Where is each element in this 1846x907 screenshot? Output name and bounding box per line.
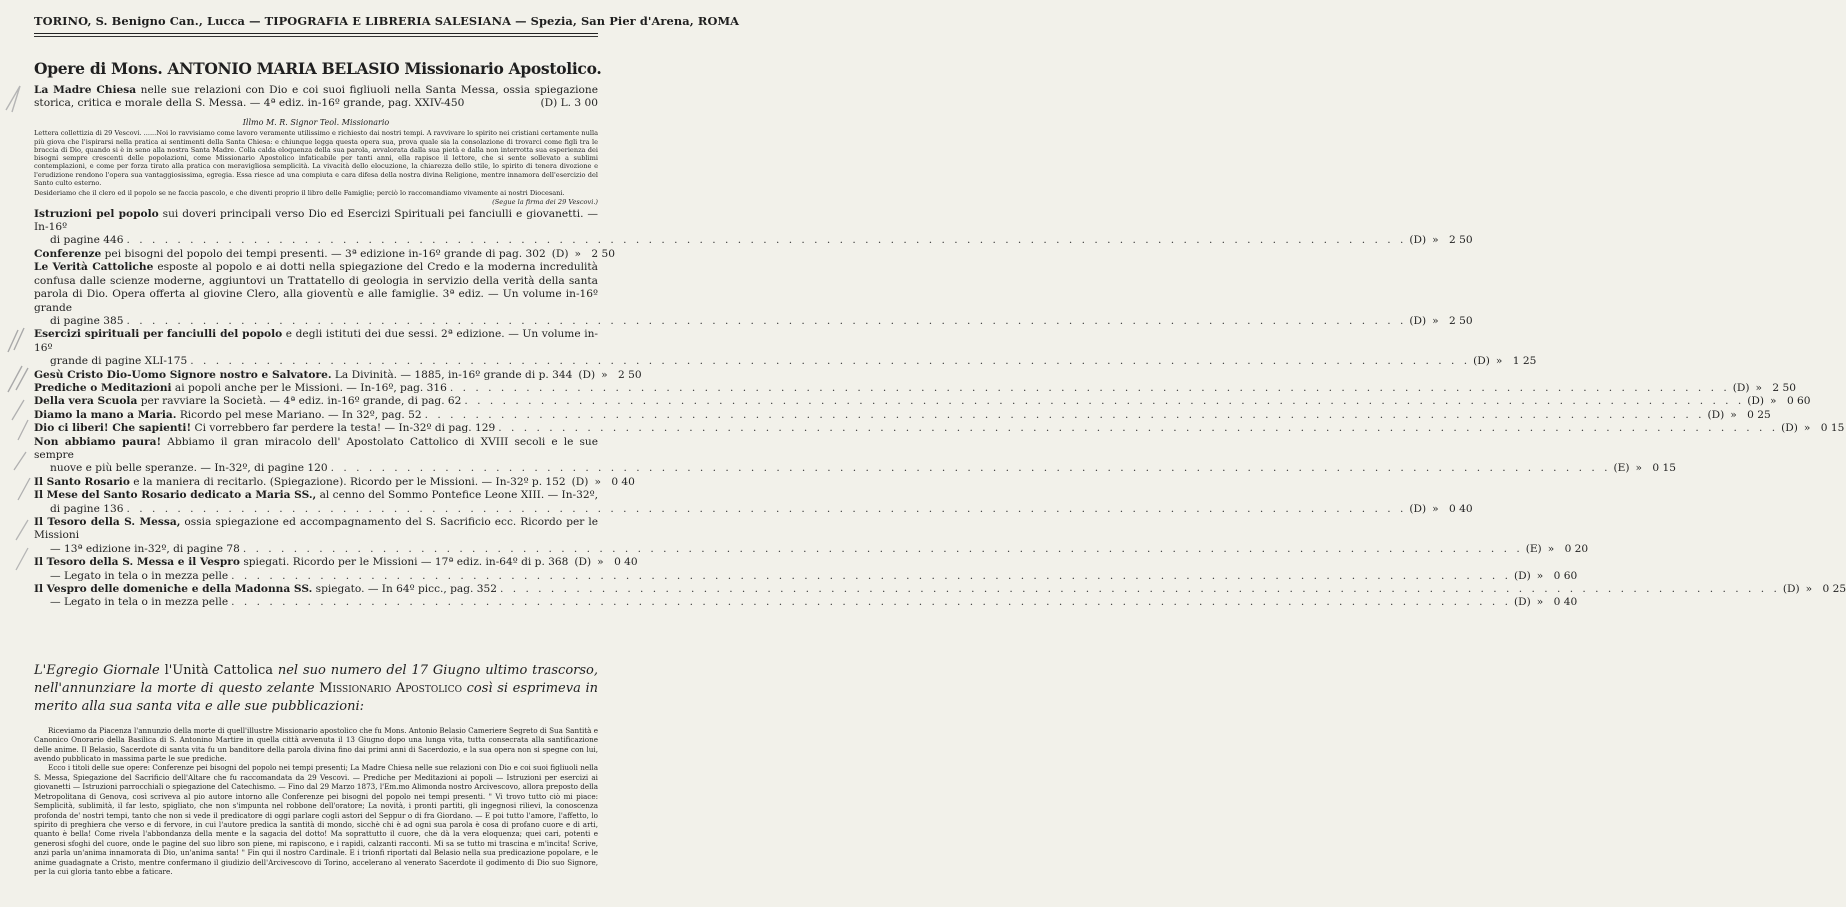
entry-price <box>1733 382 1796 395</box>
catalog-entry <box>34 556 638 569</box>
entry-amount: 2 50 <box>1449 314 1473 327</box>
obituary-paragraph: Riceviamo da Piacenza l'annunzio della morte di quell'illustre Missionario apostolico che fu Mons. Antonio Belasio Cameriere Segreto di Sua Santità e Canonico Onorario della Basilica di S. Antonino Martire in quella città avvenuta il 13 Giugno dopo una lunga vita, tutta consecrata alla santificazione delle anime. Il Belasio, Sacerdote di santa vita fu un banditore della parola divina fino dai primi anni di Sacerdozio, e la sua opera non si spegne con lui, avendo pubblicato in massima parte le sue prediche. <box>34 725 598 764</box>
entry-amount: 0 25 <box>1747 408 1771 421</box>
catalog-entry <box>34 596 1578 609</box>
obituary-paragraph: Ecco i titoli delle sue opere: Conferenze pei bisogni del popolo nei tempi presenti; La Madre Chiesa nelle sue relazioni con Dio e coi suoi figliuoli nella S. Messa, Spiegazione del Sacrificio dell'Altare che fu raccomandata da 29 Vescovi. — Prediche per Meditazioni ai popoli — Istruzioni per esercizi ai giovanetti — Istruzioni parrocchiali o spiegazione del Catechismo. — Fino dal 29 Marzo 1873, l'Em.mo Alimonda nostro Arcivescovo, allora preposto della Metropolitana di Genova, così scriveva al pio autore intorno alle Conferenze pei bisogni del popolo nei tempi presenti. " Vi trovo tutto ciò mi piace: Semplicità, sublimità, il far lesto, spigliato, che non s'impunta nel robbone dell'oratore; La novità, i pronti partiti, gli ingegnosi rilievi, la conoscenza profonda de' nostri tempi, tanto che non si vede il predicatore di oggi parlare cogli astori del Seppur o di fra Giordano. — E poi tutto l'amore, l'affetto, lo spirito di preghiera che verso e di fervore, in cui l'autore predica la santità di mondo, sicchè chi è ad ogni sua parola è cosa di profano cuore e di arti, quanto è bella! Come rivela l'abbondanza della mente e la sagacia del dotto! Ma soprattutto il cuore, che dà la vera eloquenza; quei cari, potenti e generosi sfoghi del cuore, onde le pagine del suo libro son piene, mi rapiscono, e i rapidi, calzanti racconti. Mi sa se tutto mi trascina e m'incita! Scrive, anzi parla un'anima innamorata di Dio, un'anima santa! " Fin qui il nostro Cardinale. E i trionfi riportati dal Belasio nella sua predicazione popolare, e le anime guadagnate a Cristo, mentre confermano il giudizio dell'Arcivescovo di Torino, accelerano al venerato Sacerdote il godimento di Dio suo Signore, per la cui gloria tanto ebbe a faticare. <box>34 763 598 876</box>
entry-price <box>1409 315 1472 328</box>
entry-description: spiegati. Ricordo per le Missioni — 17ª ediz. in-64º di p. 368 <box>239 556 569 569</box>
price-arrow: » <box>597 556 604 569</box>
intro-part: nel suo numero del 17 Giugno ultimo trascorso, nell'annunziare la morte di questo zelante <box>34 662 598 696</box>
entry-title: Dio ci liberi! Che sapienti! <box>34 422 192 435</box>
leader-dots <box>126 234 1406 247</box>
leader-dots <box>450 382 1730 395</box>
entry-last-line: grande di pagine XLI-175 <box>50 355 188 368</box>
catalog-entry <box>34 381 1796 395</box>
entry-price <box>1409 234 1472 247</box>
entry-price <box>1473 355 1536 368</box>
entry-amount: 1 25 <box>1512 355 1537 368</box>
entry-description: e la maniera di recitarlo. (Spiegazione). Ricordo per le Missioni. — In-32º p. 152 <box>129 475 566 488</box>
leader-dots <box>231 596 1511 609</box>
catalog-entry <box>34 408 1771 422</box>
page-title: Opere di Mons. ANTONIO MARIA BELASIO Missionario Apostolico. <box>34 59 602 78</box>
price-arrow: » <box>1432 314 1439 327</box>
intro-smallcaps: Missionario Apostolico <box>319 680 463 696</box>
entry-description: spiegato. — In 64º picc., pag. 352 <box>312 583 497 596</box>
price-arrow: » <box>1730 408 1737 421</box>
catalog-entry <box>34 422 1845 435</box>
price-arrow: » <box>1432 502 1439 515</box>
entry-description: Ricordo pel mese Mariano. — In 32º, pag. 52 <box>176 408 422 421</box>
entry-code: (D) <box>1513 569 1531 582</box>
entry-price <box>578 369 641 382</box>
entry-code: (D) <box>1732 381 1750 394</box>
catalog-entry <box>34 583 1846 596</box>
leader-dots <box>464 395 1744 408</box>
entry-code: (D) <box>1747 395 1765 408</box>
leader-dots <box>231 570 1511 583</box>
catalog-entry <box>34 368 642 382</box>
letter-paragraph: Lettera collettizia di 29 Vescovi. ......Noi lo ravvisiamo come lavoro veramente utilissimo e richiesto dai nostri tempi. A ravvivare lo spirito nei cristiani certamente nulla più giova che l'ispirarsi nella pratica ai sentimenti della Santa Chiesa: e chiunque legga questa opera sua, prova quale sia la consolazione di trovarci come figli tra le braccia di Dio, quando si è in seno alla nostra Santa Madre. Colla calda eloquenza della sua parola, avvalorata dalla sua pietà e dalla non interrotta sua esperienza dei bisogni sempre crescenti delle popolazioni, come Missionario Apostolico infaticabile per tanti anni, ella rapisce il lettore, che si sente sollevato a sublimi contemplazioni, e come per forza tirato alla pratica con meravigliosa semplicità. La vivacità dello elocuzione, la chiarezza dello stile, lo spirito di tenera divozione e l'erudizione rendono l'opera sua vantaggiosissima, egregia. Essa riesce ad una compiuta e cara difesa della nostra divina Religione, mentre innamora dell'esercizio del Santo culto esterno. <box>34 129 598 188</box>
catalog-entry <box>34 395 1811 408</box>
entry-amount: 0 20 <box>1564 542 1589 555</box>
price-arrow: » <box>1755 381 1762 394</box>
entry-price <box>552 248 615 261</box>
entry-price <box>1747 395 1810 408</box>
price-arrow: » <box>1635 462 1642 475</box>
entry-last-line: — Legato in tela o in mezza pelle <box>50 569 229 582</box>
price-arrow: » <box>594 475 601 488</box>
entry-last-line: di pagine 385 <box>50 314 124 327</box>
entry-code: (D) <box>1409 234 1427 247</box>
entry-price <box>1514 570 1577 583</box>
catalog-entry <box>34 489 1473 516</box>
entry-title: Esercizi spirituali per fanciulli del popolo <box>34 328 283 341</box>
entry-price <box>1707 409 1770 422</box>
entry-amount: 0 60 <box>1553 569 1578 582</box>
entry-amount: 2 50 <box>1772 381 1796 394</box>
entry-price <box>1781 422 1844 435</box>
entry-price <box>1613 462 1675 475</box>
entry-description: sui doveri principali verso Dio ed Esercizi Spirituali pei fanciulli e giovanetti. — In-16º <box>34 207 598 234</box>
entry-title: Conferenze <box>34 247 102 260</box>
intro-part: così si esprimeva in merito alla sua santa vita e alle sue pubblicazioni: <box>34 680 598 714</box>
entry-price <box>1409 503 1472 516</box>
entry-title: Il Tesoro della S. Messa, <box>34 516 181 529</box>
entry-code: (D) <box>1782 583 1800 596</box>
catalog-entry <box>34 475 635 489</box>
catalog-entry <box>34 516 1589 556</box>
leader-dots <box>498 422 1778 435</box>
entry-amount: 2 50 <box>617 368 642 381</box>
letter-signature: (Segue la firma dei 29 Vescovi.) <box>492 197 598 206</box>
leader-dots <box>500 583 1780 596</box>
entry-amount: 2 50 <box>1449 234 1473 247</box>
entry-code: (D) <box>1513 596 1531 609</box>
entry-description: ossia spiegazione ed accompagnamento del S. Sacrificio ecc. Ricordo per le Missioni <box>34 516 598 542</box>
price-arrow: » <box>1495 355 1503 368</box>
leader-dots <box>425 409 1705 422</box>
price-arrow: » <box>1536 596 1544 609</box>
entry-description: ai popoli anche per le Missioni. — In-16º, pag. 316 <box>171 381 447 394</box>
lead-entry <box>34 84 598 110</box>
bishops-letter <box>34 118 598 206</box>
price-arrow: » <box>1805 583 1813 596</box>
header-rule-thin <box>34 36 598 37</box>
entry-description: e degli istituti dei due sessi. 2ª edizione. — Un volume in-16º <box>34 328 598 354</box>
entry-code: (D) <box>1781 422 1798 435</box>
entry-amount: 0 60 <box>1786 395 1811 408</box>
entry-amount: 0 40 <box>1449 502 1473 515</box>
entry-code: (E) <box>1525 542 1542 555</box>
entry-code: (D) <box>571 475 589 488</box>
entry-amount: 0 15 <box>1652 462 1676 475</box>
leader-dots <box>126 315 1406 328</box>
entry-last-line: di pagine 446 <box>50 234 124 247</box>
entry-code: (D) <box>1473 355 1490 368</box>
entry-description: La Divinità. — 1885, in-16º grande di p. 344 <box>331 368 573 381</box>
obituary-intro <box>34 662 598 716</box>
lead-book-price: (D) L. 3 00 <box>540 97 598 109</box>
catalog-entry <box>34 569 1578 583</box>
letter-paragraph-text: Desideriamo che il clero ed il popolo se ne faccia pascolo, e che diventi proprio il libro delle Famiglie; perciò lo raccomandiamo vivamente ai nostri Diocesani. <box>34 189 565 198</box>
intro-part: L'Egregio Giornale <box>34 662 160 678</box>
entry-description: Ci vorrebbero far perdere la testa! — In-32º di pag. 129 <box>191 422 496 435</box>
entry-last-line: — 13ª edizione in-32º, di pagine 78 <box>50 542 240 555</box>
entry-title: Della vera Scuola <box>34 395 138 408</box>
entry-title: Il Tesoro della S. Messa e il Vespro <box>34 556 240 569</box>
newspaper-name: l'Unità Cattolica <box>159 662 278 678</box>
entry-description: al cenno del Sommo Pontefice Leone XIII. — In-32º, <box>316 489 598 502</box>
catalog-entry <box>34 247 615 261</box>
leader-dots <box>331 462 1611 475</box>
entry-price <box>572 476 635 489</box>
entry-title: Il Vespro delle domeniche e della Madonna SS. <box>34 583 313 596</box>
entry-title: Non abbiamo paura! <box>34 435 162 448</box>
entry-description: esposte al popolo e ai dotti nella spiegazione del Credo e la moderna incredulità confusa dalle scienze moderne, aggiuntovi un Trattatello di geologia in servizio della verità della santa parola di Dio. Opera offerta al giovine Clero, alla gioventù e alle famiglie. 3ª ediz. — Un volume in-16º grande <box>34 261 599 314</box>
entry-amount: 0 40 <box>614 556 638 569</box>
catalog-list <box>34 207 1846 610</box>
entry-price <box>1526 543 1588 556</box>
catalog-entry <box>34 261 1473 328</box>
price-arrow: » <box>1547 542 1555 555</box>
entry-description: per ravviare la Società. — 4ª ediz. in-16º grande, di pag. 62 <box>137 395 462 408</box>
entry-price <box>574 556 637 569</box>
entry-description: Abbiamo il gran miracolo dell' Apostolato Cattolico di XVIII secoli e le sue sempre <box>34 435 598 461</box>
entry-amount: 0 40 <box>1553 596 1578 609</box>
entry-amount: 0 25 <box>1822 583 1846 596</box>
price-arrow: » <box>1536 569 1544 582</box>
entry-price <box>1514 596 1577 609</box>
entry-title: Il Mese del Santo Rosario dedicato a Maria SS., <box>34 489 317 502</box>
entry-title: Gesù Cristo Dio-Uomo Signore nostro e Salvatore. <box>34 368 332 381</box>
entry-code: (D) <box>1409 502 1427 515</box>
leader-dots <box>126 503 1406 516</box>
entry-title: Istruzioni pel popolo <box>34 207 159 220</box>
price-arrow: » <box>1803 422 1811 435</box>
header-rule <box>34 33 598 34</box>
entry-code: (D) <box>1707 408 1725 421</box>
entry-title: Le Verità Cattoliche <box>34 261 154 274</box>
publisher-header: TORINO, S. Benigno Can., Lucca — TIPOGRAFIA E LIBRERIA SALESIANA — Spezia, San Pier d'Arena, ROMA <box>34 14 740 28</box>
entry-last-line: — Legato in tela o in mezza pelle <box>50 596 229 609</box>
entry-description: pei bisogni del popolo dei tempi presenti. — 3ª edizione in-16º grande di pag. 302 <box>101 247 546 260</box>
entry-title: Prediche o Meditazioni <box>34 381 172 394</box>
catalog-entry <box>34 435 1676 476</box>
entry-code: (D) <box>551 247 569 260</box>
entry-amount: 2 50 <box>591 247 615 260</box>
entry-code: (D) <box>1409 314 1427 327</box>
entry-code: (D) <box>578 368 596 381</box>
entry-amount: 0 40 <box>611 475 635 488</box>
obituary-body <box>34 726 598 877</box>
lead-book-title: La Madre Chiesa <box>34 84 137 96</box>
entry-amount: 0 15 <box>1820 422 1845 435</box>
letter-heading: Illmo M. R. Signor Teol. Missionario <box>242 118 390 127</box>
price-arrow: » <box>1432 234 1439 247</box>
entry-title: Il Santo Rosario <box>34 475 130 488</box>
leader-dots <box>190 355 1470 368</box>
letter-paragraph <box>34 189 598 206</box>
entry-code: (E) <box>1613 462 1630 475</box>
entry-last-line: nuove e più belle speranze. — In-32º, di pagine 120 <box>50 462 328 475</box>
price-arrow: » <box>1770 395 1777 408</box>
price-arrow: » <box>601 368 608 381</box>
leader-dots <box>243 543 1523 556</box>
catalog-entry <box>34 207 1473 248</box>
price-arrow: » <box>574 247 581 260</box>
entry-last-line: di pagine 136 <box>50 502 124 515</box>
entry-price <box>1783 583 1846 596</box>
entry-title: Diamo la mano a Maria. <box>34 408 177 421</box>
catalog-entry <box>34 328 1537 368</box>
entry-code: (D) <box>574 556 592 569</box>
lead-book-description: nelle sue relazioni con Dio e coi suoi figliuoli nella Santa Messa, ossia spiegazione storica, critica e morale della S. Messa. — 4ª ediz. in-16º grande, pag. XXIV-450 <box>34 84 598 109</box>
